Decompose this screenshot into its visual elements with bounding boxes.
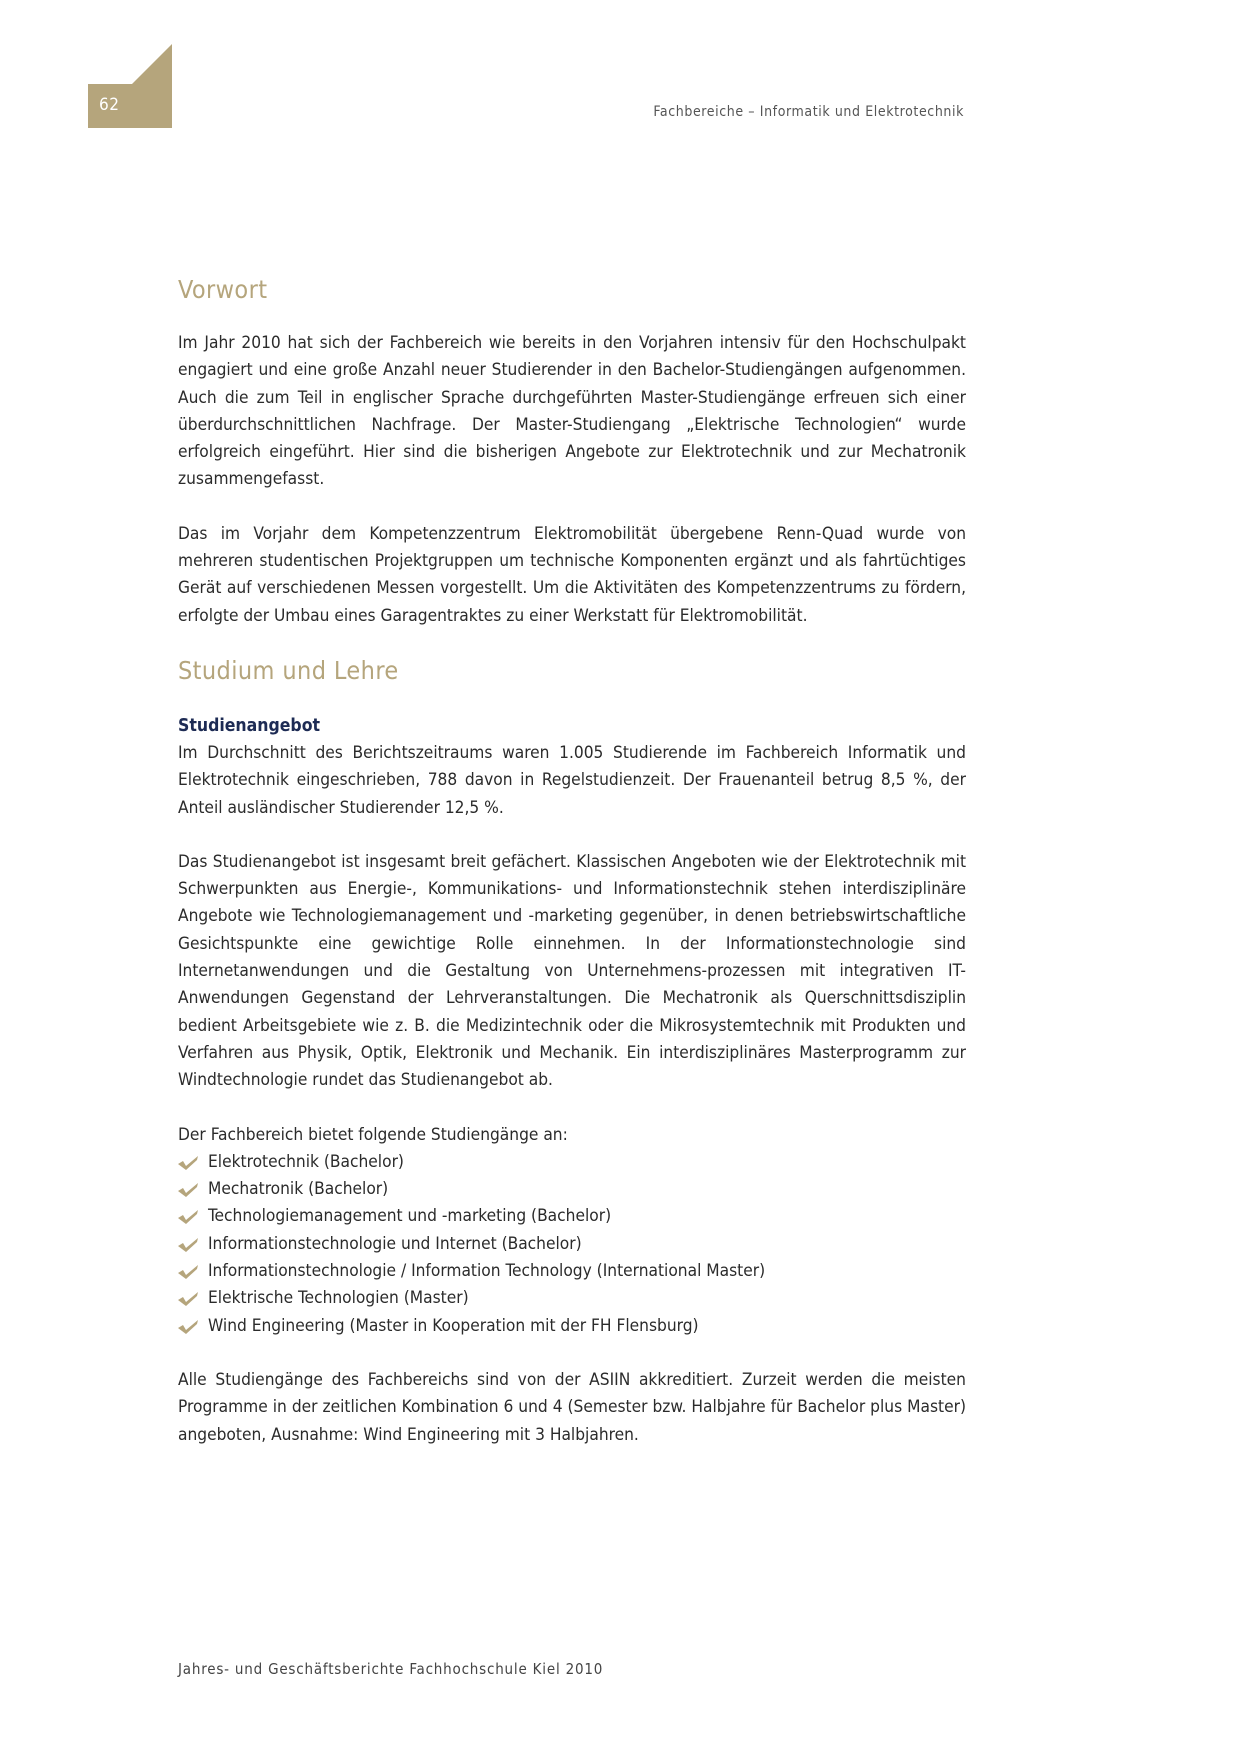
vorwort-paragraph-2: Das im Vorjahr dem Kompetenzzentrum Elektromobilität übergebene Renn-Quad wurde von mehreren studentischen Projektgruppen um technische Komponenten ergänzt und als fahrtüchtiges Gerät auf verschiedenen Messen vorgestellt. Um die Aktivitäten des Kompetenzzentrums zu fördern, erfolgte der Umbau eines Garagentraktes zu einer Werkstatt für Elektromobilität. [178, 523, 966, 626]
section-studium-und-lehre [178, 651, 966, 1449]
list-item [178, 1231, 966, 1258]
studium-body [178, 740, 966, 1095]
checkmark-icon [178, 1265, 198, 1279]
checkmark-icon [178, 1210, 198, 1224]
page-corner-tab [88, 44, 172, 128]
list-item [178, 1149, 966, 1176]
checkmark-icon [178, 1183, 198, 1197]
program-list [178, 1149, 966, 1340]
program-name: Elektrische Technologien (Master) [208, 1288, 469, 1309]
checkmark-icon [178, 1292, 198, 1306]
checkmark-icon [178, 1156, 198, 1170]
studium-paragraph-2: Das Studienangebot ist insgesamt breit gefächert. Klassischen Angeboten wie der Elektrotechnik mit Schwerpunkten aus Energie-, Kommunikations- und Informationstechnik stehen interdisziplinäre Angebote wie Technologiemanagement und -marketing gegenüber, in denen betriebswirtschaftliche Gesichtspunkte eine gewichtige Rolle einnehmen. In der Informationstechnologie sind Internetanwendungen und die Gestaltung von Unternehmens-prozessen mit integrativen IT-Anwendungen Gegenstand der Lehrveranstaltungen. Die Mechatronik als Querschnittsdisziplin bedient Arbeitsgebiete wie z. B. die Medizintechnik oder die Mikrosystemtechnik mit Produkten und Verfahren aus Physik, Optik, Elektronik und Mechanik. Ein interdisziplinäres Masterprogramm zur Windtechnologie rundet das Studienangebot ab. [178, 851, 966, 1091]
list-item [178, 1285, 966, 1312]
vorwort-paragraph-1: Im Jahr 2010 hat sich der Fachbereich wie bereits in den Vorjahren intensiv für den Hochschulpakt engagiert und eine große Anzahl neuer Studierender in den Bachelor-Studiengängen aufgenommen. Auch die zum Teil in englischer Sprache durchgeführten Master-Studiengänge erfreuen sich einer überdurchschnittlichen Nachfrage. Der Master-Studiengang „Elektrische Technologien“ wurde erfolgreich eingeführt. Hier sind die bisherigen Angebote zur Elektrotechnik und zur Mechatronik zusammengefasst. [178, 333, 966, 490]
list-item [178, 1176, 966, 1203]
page-footer: Jahres- und Geschäftsberichte Fachhochschule Kiel 2010 [178, 1660, 604, 1678]
section-title-vorwort: Vorwort [178, 275, 268, 304]
program-name: Wind Engineering (Master in Kooperation mit der FH Flensburg) [208, 1315, 699, 1336]
page-number: 62 [99, 95, 120, 115]
section-vorwort [178, 270, 966, 630]
section-title-studium: Studium und Lehre [178, 656, 399, 685]
program-name: Technologiemanagement und -marketing (Bachelor) [208, 1206, 612, 1227]
program-name: Informationstechnologie / Information Technology (International Master) [208, 1261, 766, 1282]
program-name: Mechatronik (Bachelor) [208, 1179, 389, 1200]
subheading-studienangebot: Studienangebot [178, 716, 321, 736]
program-name: Elektrotechnik (Bachelor) [208, 1151, 404, 1172]
program-name: Informationstechnologie und Internet (Bachelor) [208, 1233, 582, 1254]
vorwort-body [178, 330, 966, 630]
running-header: Fachbereiche – Informatik und Elektrotechnik [653, 104, 964, 120]
checkmark-icon [178, 1320, 198, 1334]
closing-paragraph: Alle Studiengänge des Fachbereichs sind von der ASIIN akkreditiert. Zurzeit werden die meisten Programme in der zeitlichen Kombination 6 und 4 (Semester bzw. Halbjahre für Bachelor plus Master) angeboten, Ausnahme: Wind Engineering mit 3 Halbjahren. [178, 1369, 966, 1445]
program-list-intro: Der Fachbereich bietet folgende Studiengänge an: [178, 1124, 568, 1145]
studium-paragraph-1: Im Durchschnitt des Berichtszeitraums waren 1.005 Studierende im Fachbereich Informatik und Elektrotechnik eingeschrieben, 788 davon in Regelstudienzeit. Der Frauenanteil betrug 8,5 %, der Anteil ausländischer Studierender 12,5 %. [178, 743, 966, 818]
checkmark-icon [178, 1238, 198, 1252]
list-item [178, 1258, 966, 1285]
list-item [178, 1203, 966, 1230]
list-item [178, 1313, 966, 1340]
